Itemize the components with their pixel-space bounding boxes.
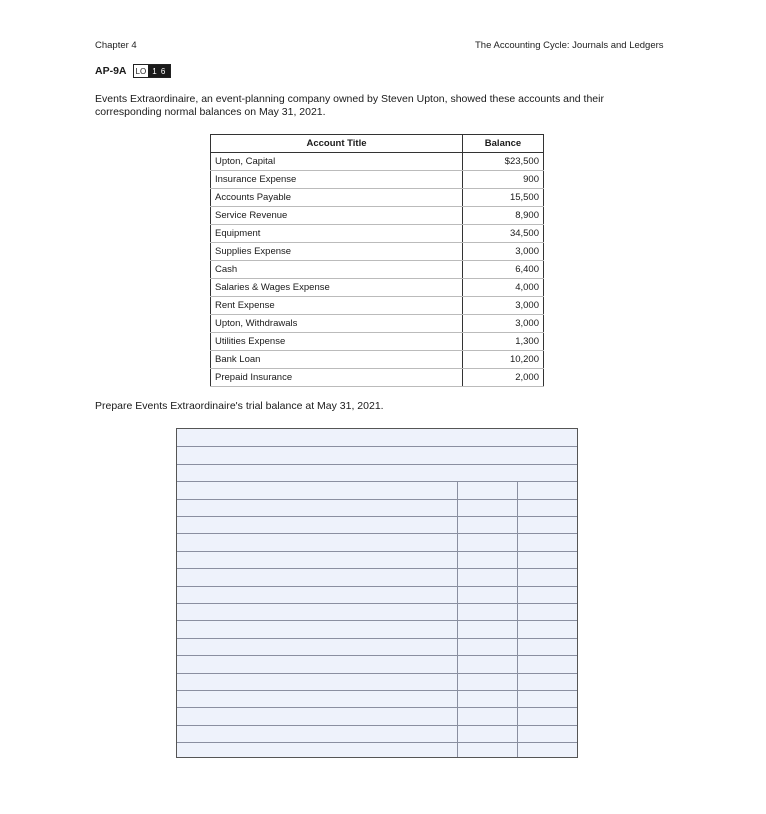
balance-cell: 15,500	[463, 189, 544, 207]
balance-cell: $23,500	[463, 153, 544, 171]
balance-cell: 1,300	[463, 333, 544, 351]
table-row	[211, 171, 544, 189]
account-title-cell: Accounts Payable	[211, 189, 463, 207]
worksheet-column-line	[457, 481, 458, 757]
table-row	[211, 351, 544, 369]
problem-prompt: Prepare Events Extraordinaire's trial balance at May 31, 2021.	[95, 400, 384, 412]
lo-numbers: 1 6	[148, 65, 170, 77]
chapter-title: The Accounting Cycle: Journals and Ledgers	[475, 40, 664, 51]
table-row	[211, 153, 544, 171]
account-title-cell: Equipment	[211, 225, 463, 243]
account-title-cell: Insurance Expense	[211, 171, 463, 189]
table-row	[211, 225, 544, 243]
table-row	[211, 243, 544, 261]
balance-cell: 4,000	[463, 279, 544, 297]
balance-cell: 2,000	[463, 369, 544, 387]
lo-label: LO	[135, 66, 147, 76]
account-title-cell: Salaries & Wages Expense	[211, 279, 463, 297]
balance-cell: 3,000	[463, 243, 544, 261]
table-row	[211, 207, 544, 225]
accounts-table	[210, 134, 544, 387]
table-row	[211, 261, 544, 279]
account-title-cell: Rent Expense	[211, 297, 463, 315]
table-header-row	[211, 135, 544, 153]
balance-cell: 900	[463, 171, 544, 189]
account-title-cell: Bank Loan	[211, 351, 463, 369]
problem-id: AP-9A	[95, 65, 127, 77]
account-title-cell: Service Revenue	[211, 207, 463, 225]
balance-cell: 3,000	[463, 297, 544, 315]
table-row	[211, 189, 544, 207]
table-row	[211, 279, 544, 297]
table-row	[211, 315, 544, 333]
worksheet-row-line	[177, 446, 577, 447]
account-title-cell: Cash	[211, 261, 463, 279]
account-title-header: Account Title	[211, 135, 463, 153]
balance-cell: 10,200	[463, 351, 544, 369]
table-row	[211, 333, 544, 351]
balance-cell: 8,900	[463, 207, 544, 225]
problem-heading	[95, 64, 171, 78]
trial-balance-worksheet[interactable]	[176, 428, 578, 758]
worksheet-column-line	[517, 481, 518, 757]
worksheet-row-line	[177, 464, 577, 465]
problem-intro: Events Extraordinaire, an event-planning company owned by Steven Upton, showed these accounts and their corresponding normal balances on May 31, 2021.	[95, 93, 604, 118]
account-title-cell: Upton, Capital	[211, 153, 463, 171]
balance-cell: 34,500	[463, 225, 544, 243]
account-title-cell: Prepaid Insurance	[211, 369, 463, 387]
balance-cell: 6,400	[463, 261, 544, 279]
account-title-cell: Supplies Expense	[211, 243, 463, 261]
account-title-cell: Utilities Expense	[211, 333, 463, 351]
balance-header: Balance	[463, 135, 544, 153]
chapter-label: Chapter 4	[95, 40, 137, 51]
table-row	[211, 297, 544, 315]
balance-cell: 3,000	[463, 315, 544, 333]
learning-objective-badge	[133, 64, 172, 78]
table-row	[211, 369, 544, 387]
account-title-cell: Upton, Withdrawals	[211, 315, 463, 333]
